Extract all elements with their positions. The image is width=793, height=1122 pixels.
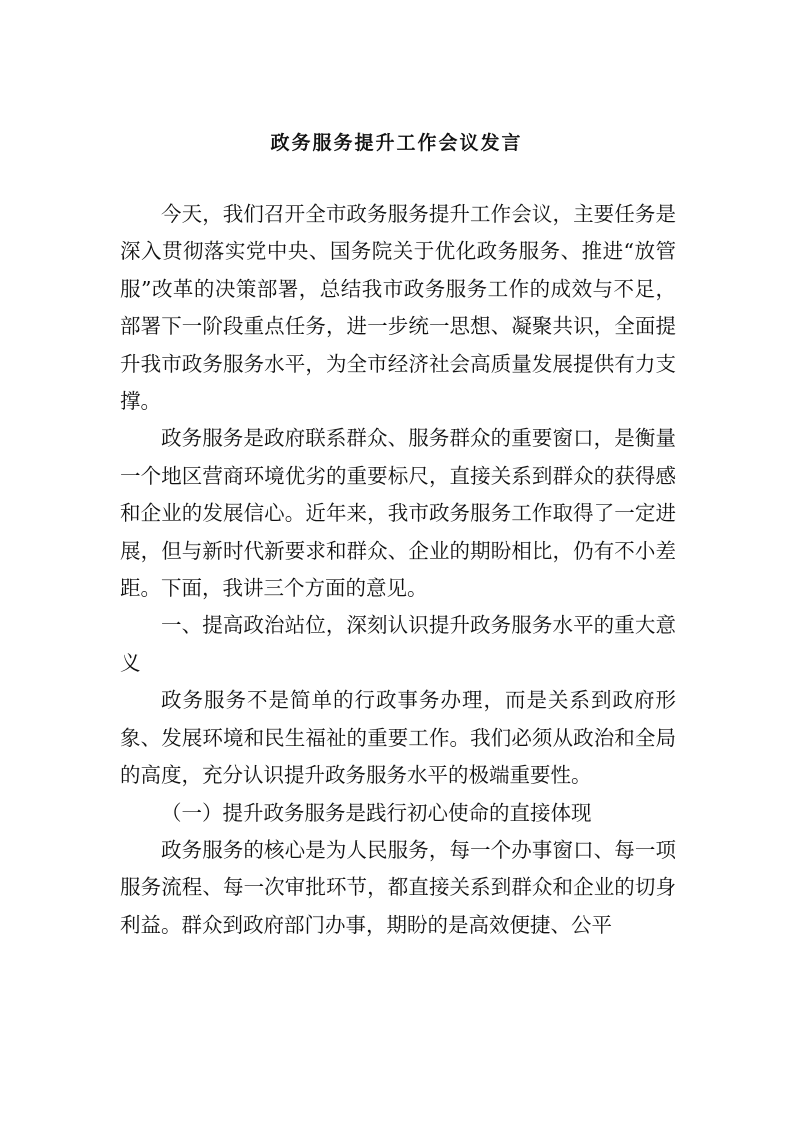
section-heading-1: 一、提高政治站位，深刻认识提升政务服务水平的重大意义 <box>120 613 676 675</box>
document-body <box>120 196 676 944</box>
paragraph-section-1-intro: 政务服务不是简单的行政事务办理，而是关系到政府形象、发展环境和民生福祉的重要工作。我们必须从政治和全局的高度，充分认识提升政务服务水平的极端重要性。 <box>120 688 676 788</box>
paragraph-subsection-1: 政务服务的核心是为人民服务，每一个办事窗口、每一项服务流程、每一次审批环节，都直接关系到群众和企业的切身利益。群众到政府部门办事，期盼的是高效便捷、公平 <box>120 837 676 937</box>
document-title: 政务服务提升工作会议发言 <box>270 132 523 154</box>
paragraph-opening: 今天，我们召开全市政务服务提升工作会议，主要任务是深入贯彻落实党中央、国务院关于优化政务服务、推进“放管服”改革的决策部署，总结我市政务服务工作的成效与不足，部署下一阶段重点任务，进一步统一思想、凝聚共识，全面提升我市政务服务水平，为全市经济社会高质量发展提供有力支撑。 <box>120 202 676 414</box>
paragraph-background: 政务服务是政府联系群众、服务群众的重要窗口，是衡量一个地区营商环境优劣的重要标尺，直接关系到群众的获得感和企业的发展信心。近年来，我市政务服务工作取得了一定进展，但与新时代新要求和群众、企业的期盼相比，仍有不小差距。下面，我讲三个方面的意见。 <box>120 426 676 601</box>
subsection-heading-1: （一）提升政务服务是践行初心使命的直接体现 <box>161 800 592 825</box>
